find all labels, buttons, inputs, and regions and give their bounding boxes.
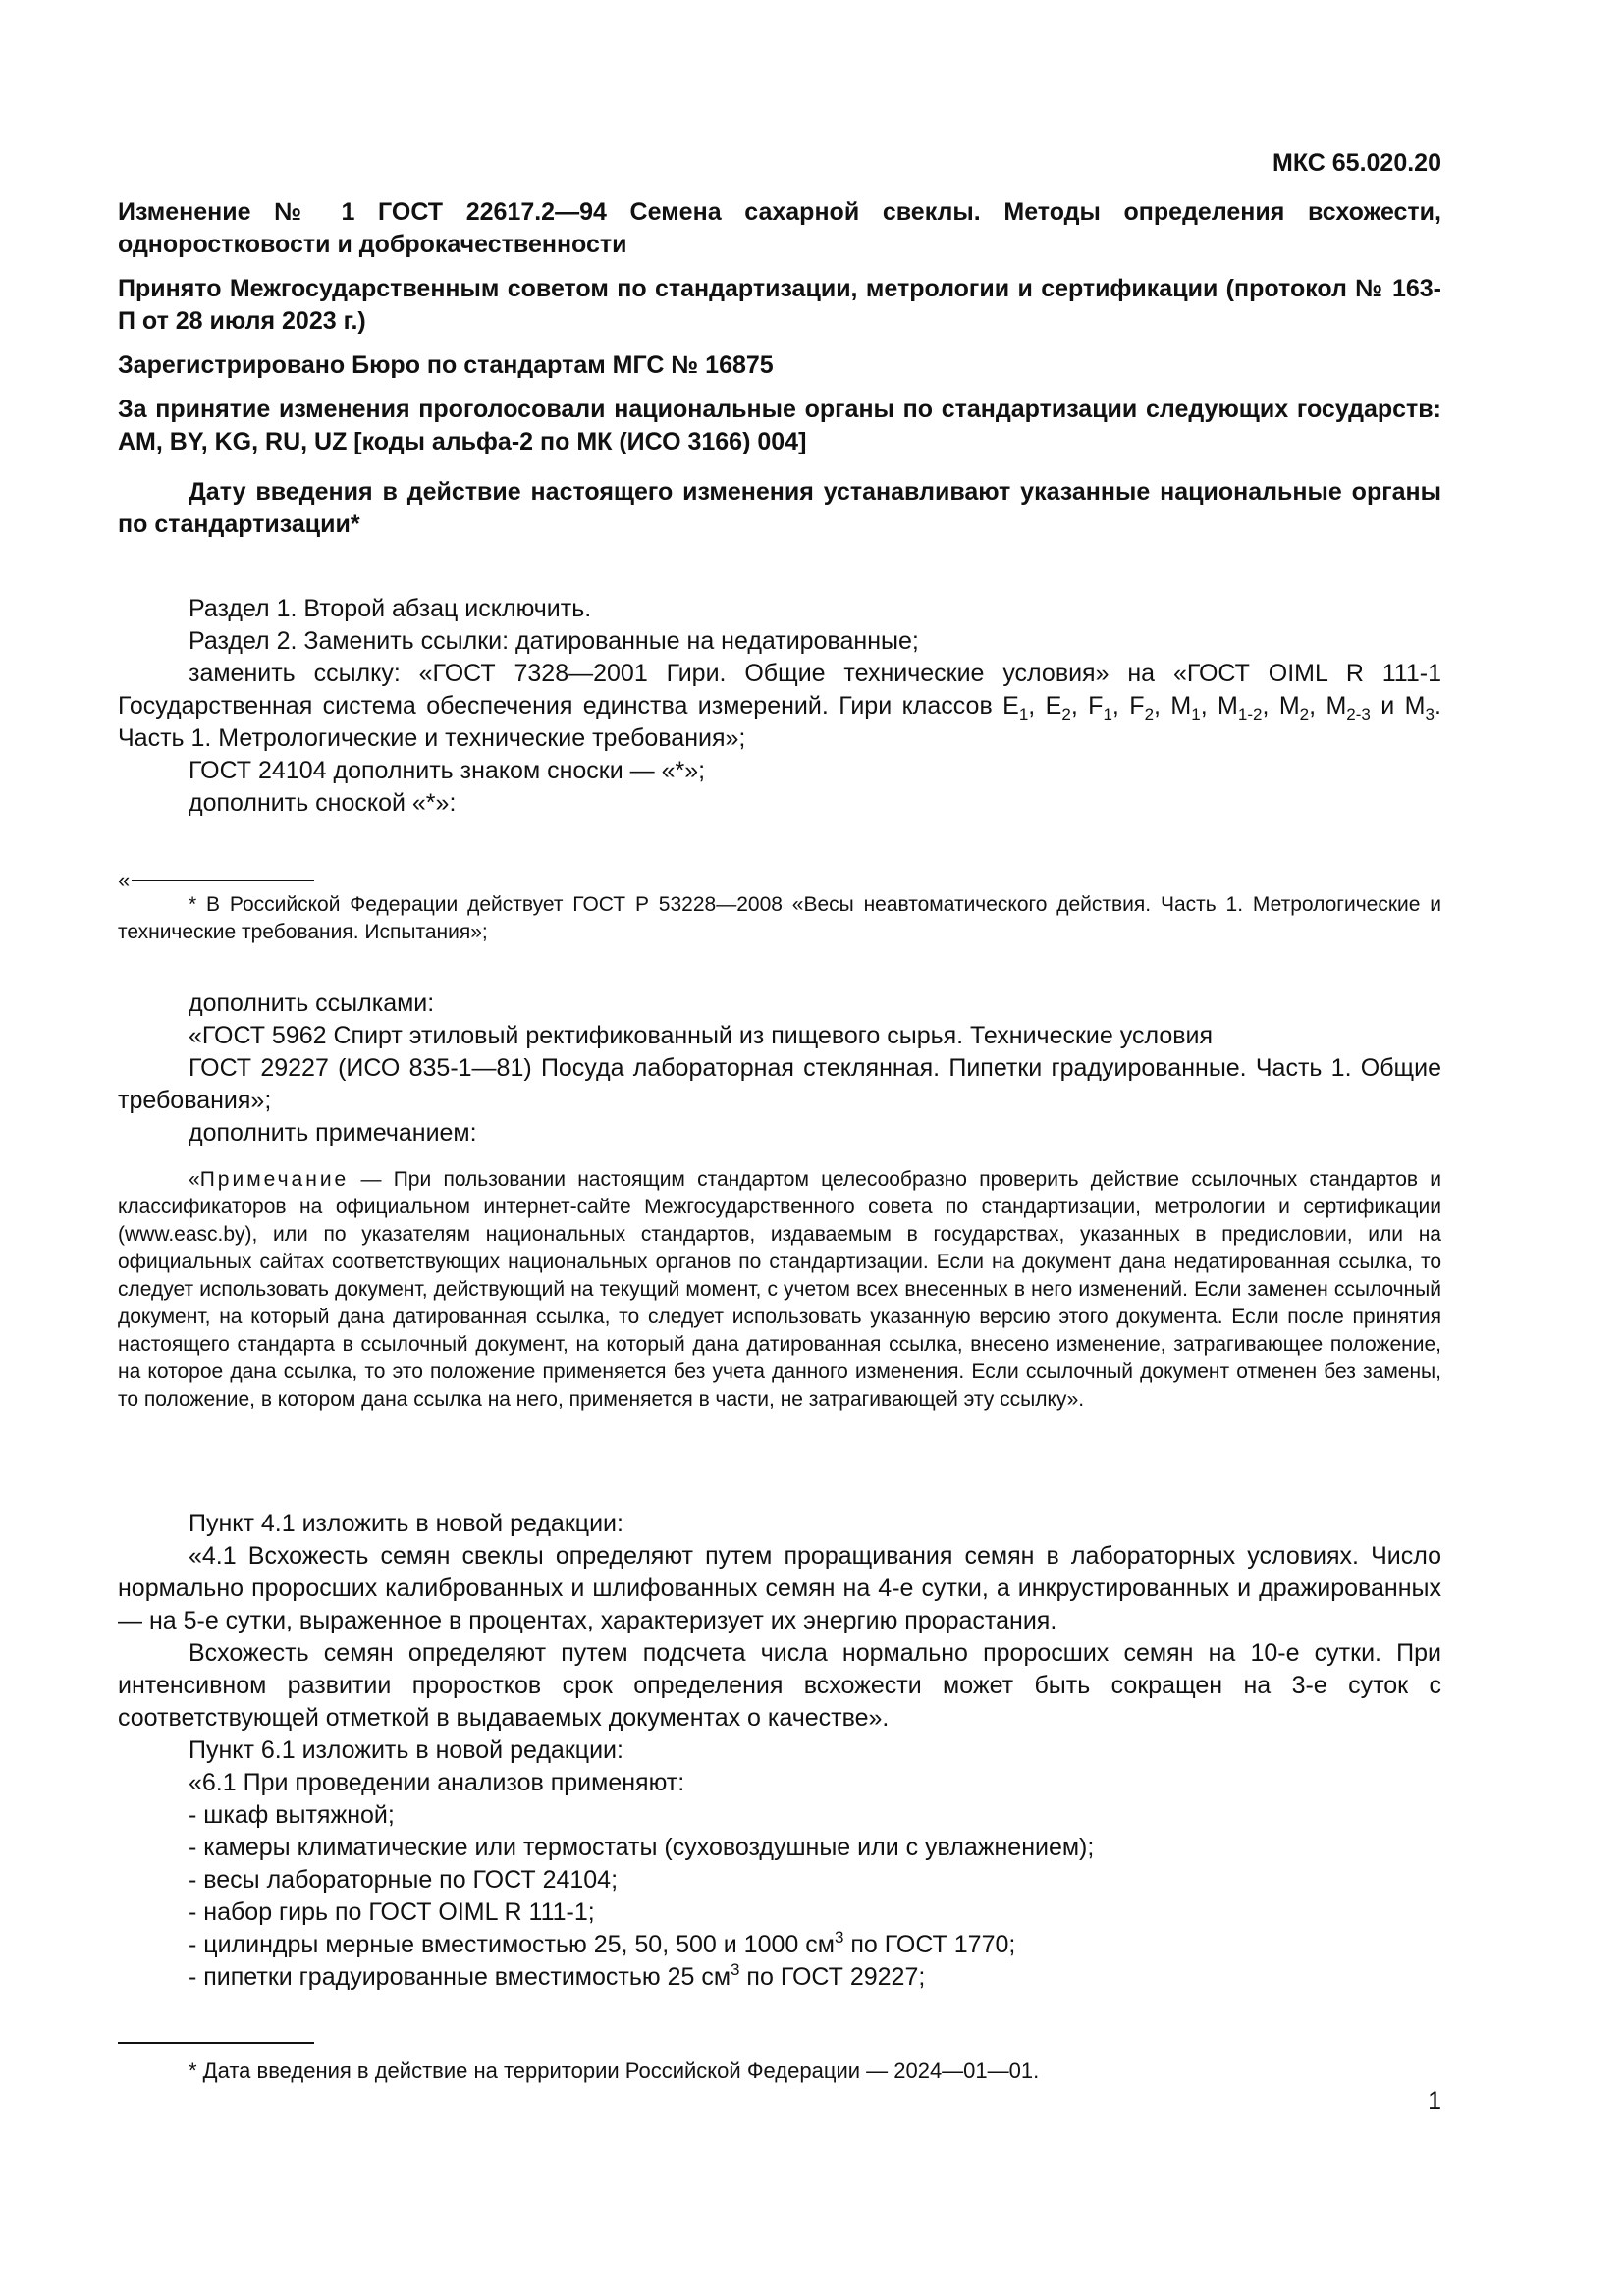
inline-footnote-rule	[118, 868, 1441, 892]
inline-footnote-text: * В Российской Федерации действует ГОСТ Р 53228—2008 «Весы неавтоматического действия. Часть 1. Метрологические и технические требования. Испытания»;	[118, 893, 1441, 943]
adopted-statement: Принято Межгосударственным советом по стандартизации, метрологии и сертификации (протокол № 163-П от 28 июля 2023 г.)	[118, 275, 1441, 335]
note-paragraph: «Примечание — При пользовании настоящим стандартом целесообразно проверить действие ссылочных стандартов и классификаторов на официальном интернет-сайте Межгосударственного совета по стандартизации, метрологии и сертификации (www.easc.by), или по указателям национальных стандартов, издаваемым в государствах, указанных в предисловии, или на официальных сайтах соответствующих национальных органов по стандартизации. Если на документ дана недатированная ссылка, то следует использовать документ, действующий на текущий момент, с учетом всех внесенных в него изменений. Если заменен ссылочный документ, на который дана датированная ссылка, то следует использовать указанную версию этого документа. Если после принятия настоящего стандарта в ссылочный документ, на который дана датированная ссылка, внесено изменение, затрагивающее положение, на которое дана ссылка, то это положение применяется без учета данного изменения. Если ссылочный документ отменен без замены, то положение, в котором дана ссылка на него, применяется в части, не затрагивающей эту ссылку».	[118, 1168, 1441, 1411]
amendment-title: Изменение № 1 ГОСТ 22617.2—94 Семена сахарной свеклы. Методы определения всхожести, одноростковости и доброкачественности	[118, 198, 1441, 258]
references-block	[118, 988, 1441, 1149]
paragraph: Пункт 6.1 изложить в новой редакции:	[189, 1736, 623, 1764]
mks-code: МКС 65.020.20	[1272, 149, 1441, 177]
clauses-block	[118, 1508, 1441, 1994]
note-block	[118, 1166, 1441, 1414]
paragraph: Раздел 1. Второй абзац исключить.	[189, 595, 592, 622]
paragraph: Раздел 2. Заменить ссылки: датированные на недатированные;	[189, 627, 919, 655]
page-footnote	[118, 2042, 1441, 2085]
paragraph: «ГОСТ 5962 Спирт этиловый ректификованный из пищевого сырья. Технические условия	[189, 1022, 1214, 1049]
amendment-header	[118, 196, 1441, 553]
footnote-rule	[118, 2042, 314, 2044]
amendment-body	[118, 593, 1441, 820]
list-item: - весы лабораторные по ГОСТ 24104;	[189, 1866, 619, 1894]
page-footnote-text: * Дата введения в действие на территории Российской Федерации — 2024—01—01.	[189, 2058, 1040, 2083]
paragraph-weights: заменить ссылку: «ГОСТ 7328—2001 Гири. Общие технические условия» на «ГОСТ OIML R 111-1 Государственная система обеспечения единства измерений. Гири классов $E_1$, $E_2$, $F_1$, $F_2$, $M_1$, $M_{1-2}$, $M_2$, $M_{2-3}$ и $M_3$. Часть 1. Метрологические и технические требования»;	[118, 660, 1441, 752]
paragraph: ГОСТ 29227 (ИСО 835-1—81) Посуда лабораторная стеклянная. Пипетки градуированные. Часть 1. Общие требования»;	[118, 1054, 1441, 1114]
paragraph: Всхожесть семян определяют путем подсчета числа нормально проросших семян на 10-е сутки. При интенсивном развитии проростков срок определения всхожести может быть сокращен на 3-е суток с соответствующей отметкой в выдаваемых документах о качестве».	[118, 1639, 1441, 1732]
effective-date-statement: Дату введения в действие настоящего изменения устанавливают указанные национальные органы по стандартизации*	[118, 478, 1441, 538]
paragraph: дополнить ссылками:	[189, 989, 435, 1017]
opening-quote: «	[118, 868, 131, 892]
paragraph: «4.1 Всхожесть семян свеклы определяют путем проращивания семян в лабораторных условиях. Число нормально проросших калиброванных и шлифованных семян на 4-е сутки, а инкрустированных и дражированных — на 5-е сутки, выраженное в процентах, характеризует их энергию прорастания.	[118, 1542, 1441, 1634]
paragraph: ГОСТ 24104 дополнить знаком сноски — «*»;	[189, 757, 706, 784]
note-label: Примечание	[199, 1168, 350, 1191]
paragraph: дополнить примечанием:	[189, 1119, 477, 1147]
paragraph: дополнить сноской «*»:	[189, 789, 457, 817]
list-item: - шкаф вытяжной;	[189, 1801, 395, 1829]
inline-footnote	[118, 868, 1441, 946]
registered-statement: Зарегистрировано Бюро по стандартам МГС № 16875	[118, 351, 774, 379]
paragraph: Пункт 4.1 изложить в новой редакции:	[189, 1510, 623, 1537]
voted-statement: За принятие изменения проголосовали национальные органы по стандартизации следующих государств: AM, BY, KG, RU, UZ [коды альфа-2 по МК (ИСО 3166) 004]	[118, 396, 1441, 455]
list-item: - пипетки градуированные вместимостью 25 $см^3$ по ГОСТ 29227;	[189, 1960, 926, 1991]
list-item: - набор гирь по ГОСТ OIML R 111-1;	[189, 1898, 595, 1926]
page-number: 1	[1428, 2087, 1441, 2114]
list-item: - цилиндры мерные вместимостью 25, 50, 500 и 1000 $см^3$ по ГОСТ 1770;	[189, 1928, 1016, 1958]
paragraph: «6.1 При проведении анализов применяют:	[189, 1769, 685, 1796]
list-item: - камеры климатические или термостаты (суховоздушные или с увлажнением);	[189, 1834, 1095, 1861]
